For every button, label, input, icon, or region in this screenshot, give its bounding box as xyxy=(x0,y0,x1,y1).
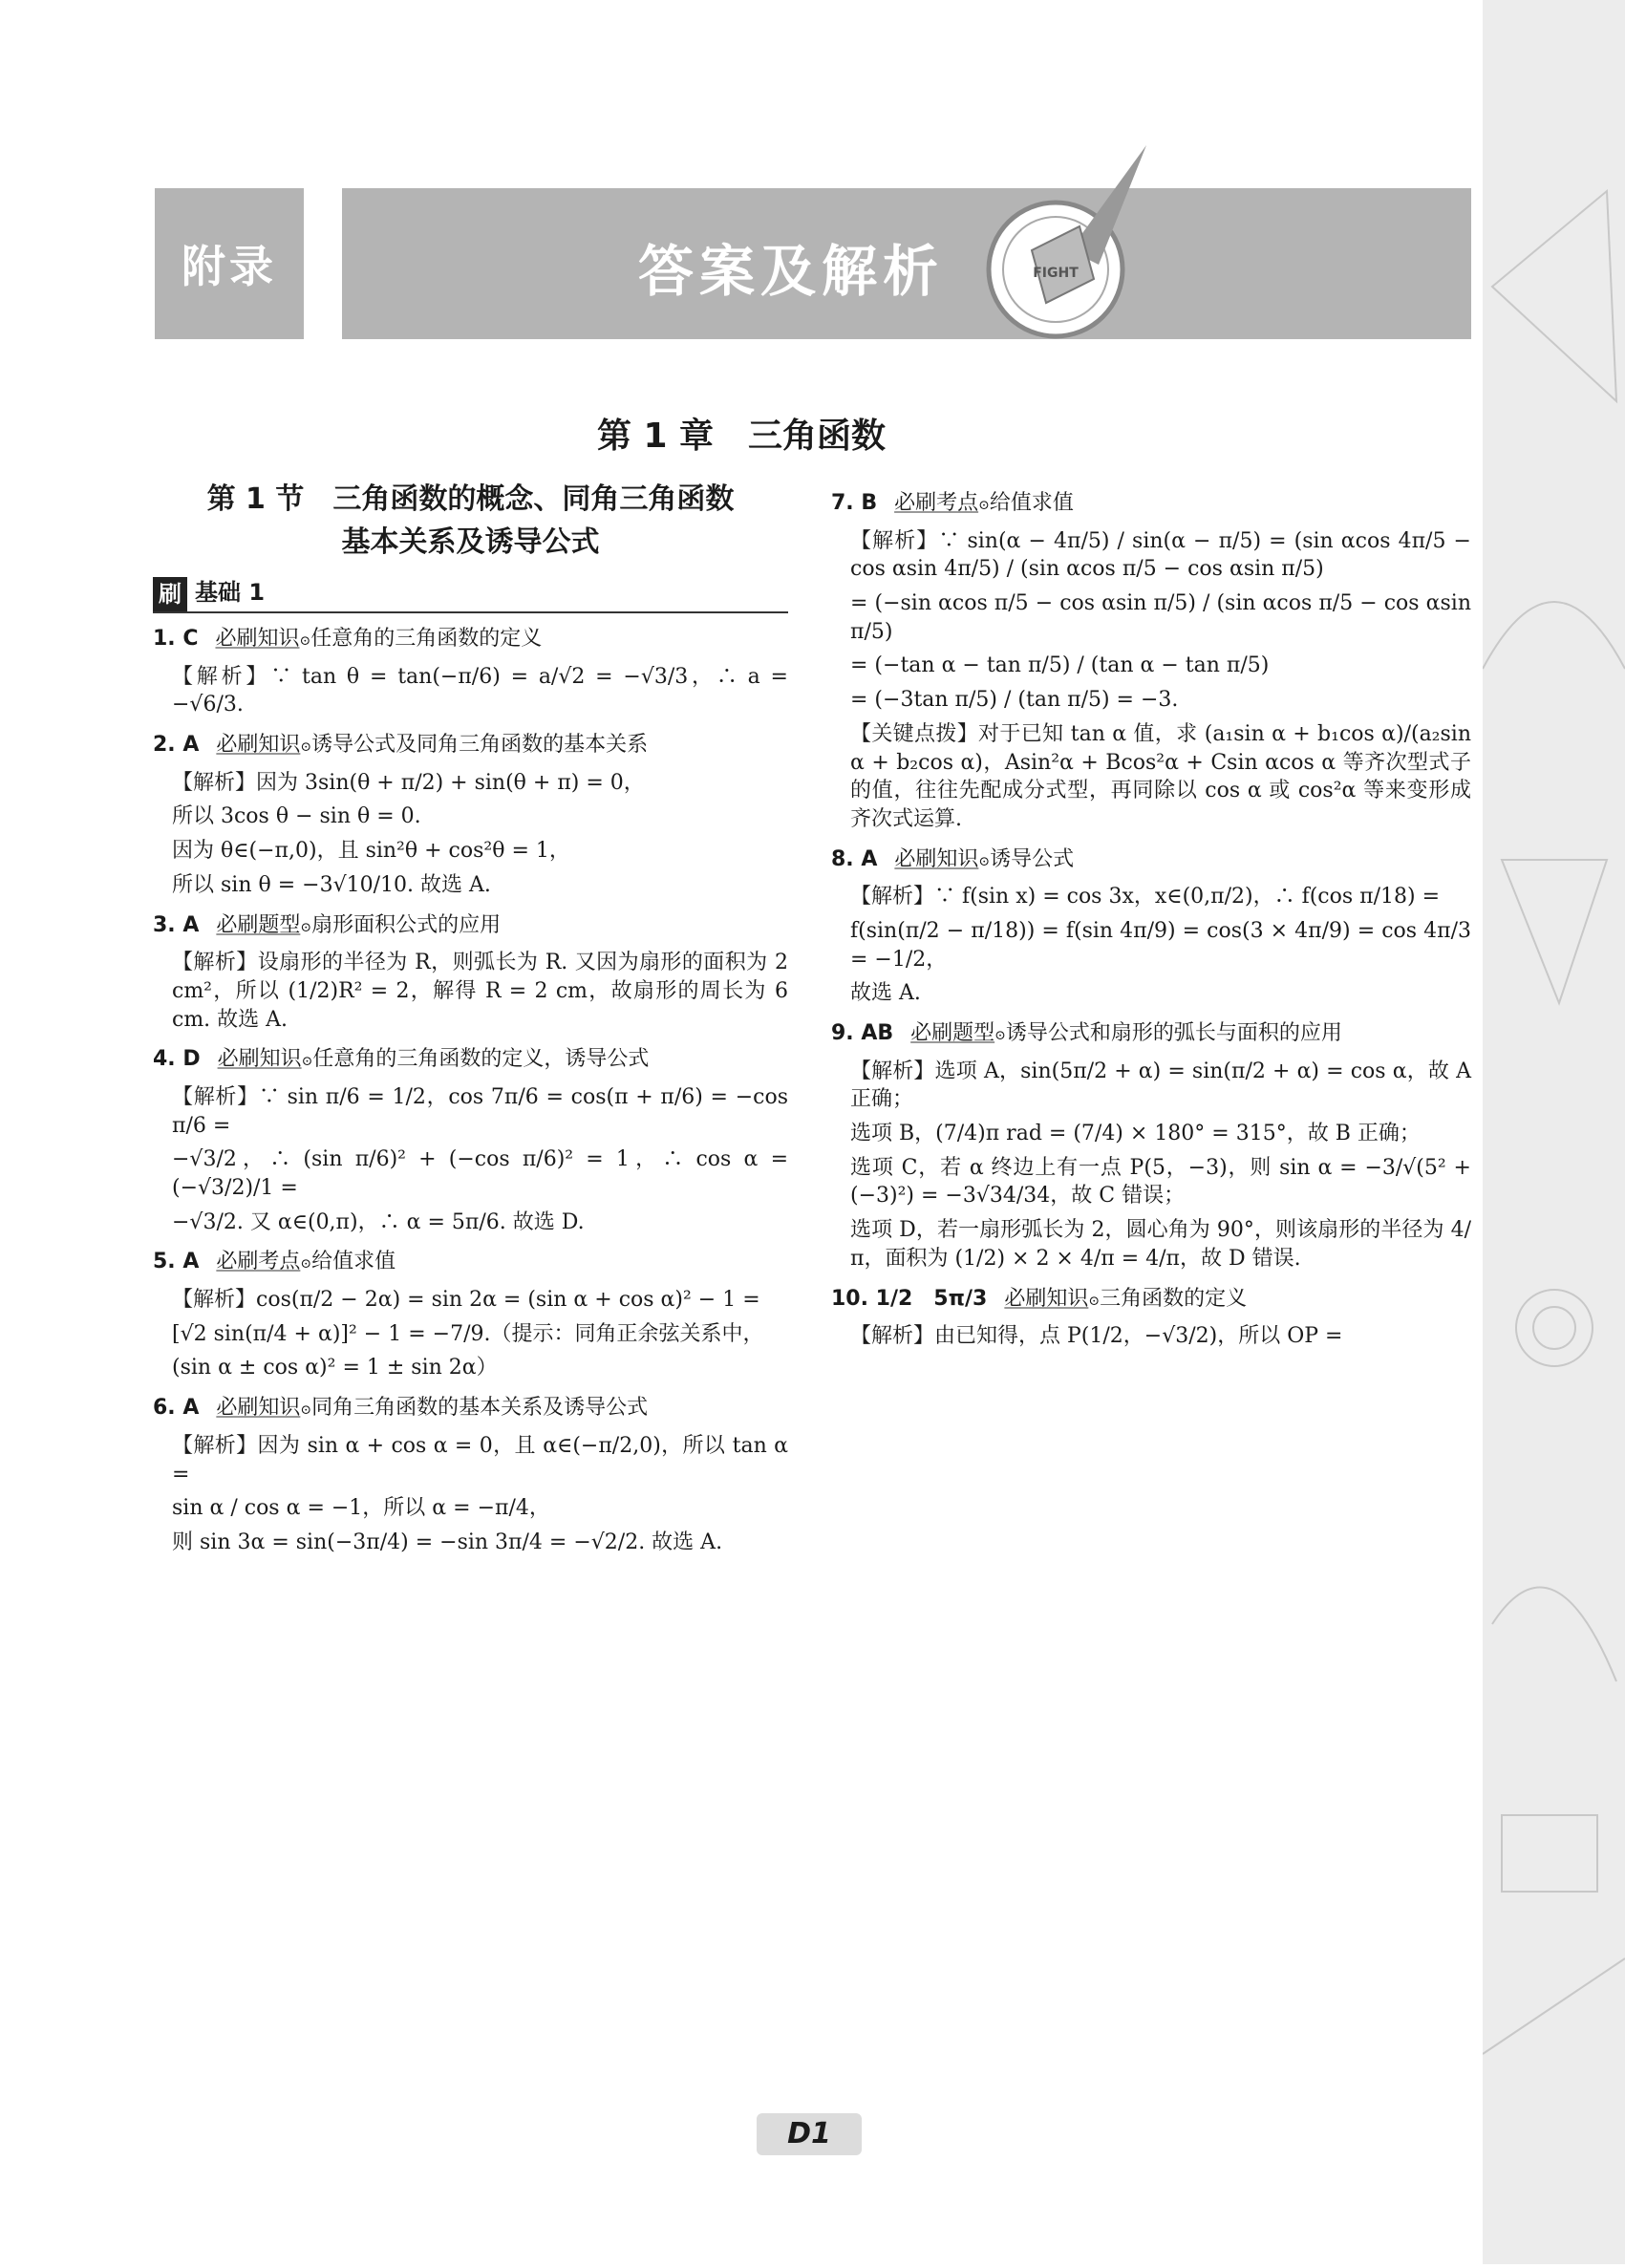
left-column xyxy=(153,478,788,1563)
question-tag: 必刷考点 xyxy=(894,491,979,515)
question-header xyxy=(831,489,1471,518)
section-title-line1: 第 1 节 三角函数的概念、同角三角函数 xyxy=(206,482,735,516)
question-tag: 必刷知识 xyxy=(894,846,979,871)
play-circle-icon: ⊙ xyxy=(978,853,991,869)
question-tag: 必刷题型 xyxy=(910,1021,995,1045)
solution-line: 【解析】∵ sin π/6 = 1/2，cos 7π/6 = cos(π + π/6) = −cos π/6 = xyxy=(172,1084,788,1138)
question-topic: 同角三角函数的基本关系及诱导公式 xyxy=(311,1396,649,1421)
block-label: 基础 1 xyxy=(195,578,266,606)
question-topic: 三角函数的定义 xyxy=(1100,1286,1248,1311)
question-header xyxy=(153,1248,788,1276)
question-tag: 必刷知识 xyxy=(216,1396,301,1421)
question-tag: 必刷题型 xyxy=(216,912,301,937)
question-answer: 10. 1/2 5π/3 xyxy=(831,1286,988,1311)
solution-line: = (−3tan π/5) / (tan π/5) = −3. xyxy=(850,688,1179,713)
question-answer: 7. B xyxy=(831,491,878,515)
solution-line: 选项 C，若 α 终边上有一点 P(5，−3)，则 sin α = −3/√(5² + (−3)²) = −3√34/34，故 C 错误； xyxy=(850,1155,1471,1209)
shua-icon: 刷 xyxy=(153,577,187,611)
pen-nib-badge-icon xyxy=(965,136,1156,346)
solution-line: sin α / cos α = −1，所以 α = −π/4， xyxy=(172,1496,550,1521)
question-tag: 必刷知识 xyxy=(215,627,300,651)
question-answer: 1. C xyxy=(153,627,199,651)
solution-line: 则 sin 3α = sin(−3π/4) = −sin 3π/4 = −√2/2. 故选 A. xyxy=(172,1530,723,1554)
question-item xyxy=(153,1045,788,1236)
question-answer: 9. AB xyxy=(831,1021,894,1045)
left-question-list xyxy=(153,625,788,1557)
question-header xyxy=(153,1045,788,1074)
solution-line: = (−sin αcos π/5 − cos αsin π/5) / (sin αcos π/5 − cos αsin π/5) xyxy=(850,591,1471,644)
side-decoration-strip xyxy=(1483,0,1625,2264)
solution-line: 因为 θ∈(−π,0)，且 sin²θ + cos²θ = 1， xyxy=(172,839,570,864)
question-answer: 2. A xyxy=(153,733,200,758)
question-answer: 3. A xyxy=(153,912,200,937)
question-topic: 扇形面积公式的应用 xyxy=(311,912,502,937)
solution-line: 【关键点拨】对于已知 tan α 值，求 (a₁sin α + b₁cos α)/(a₂sin α + b₂cos α)，Asin²α + Bcos²α + Csin αcos α 等齐次型式子的值，往往先配成分式型，再同除以 cos α 或 cos²α 等来变形成齐次式运算. xyxy=(850,721,1471,831)
question-header xyxy=(831,1285,1471,1314)
solution-line: −√3/2，∴ (sin π/6)² + (−cos π/6)² = 1，∴ cos α = (−√3/2)/1 = xyxy=(172,1147,788,1200)
question-topic: 任意角的三角函数的定义，诱导公式 xyxy=(312,1047,650,1072)
play-circle-icon: ⊙ xyxy=(978,498,990,513)
math-doodle-decoration xyxy=(1483,0,1625,2264)
solution-line: 【解析】∵ sin(α − 4π/5) / sin(α − π/5) = (sin αcos 4π/5 − cos αsin 4π/5) / (sin αcos π/5 − cos αsin π/5) xyxy=(850,528,1471,582)
solution-line: f(sin(π/2 − π/18)) = f(sin 4π/9) = cos(3 × 4π/9) = cos 4π/3 = −1/2， xyxy=(850,918,1471,972)
question-item xyxy=(153,1394,788,1556)
solution-line: (sin α ± cos α)² = 1 ± sin 2α） xyxy=(172,1356,498,1380)
question-item xyxy=(153,731,788,899)
question-topic: 诱导公式和扇形的弧长与面积的应用 xyxy=(1005,1021,1342,1045)
solution-line: 选项 D，若一扇形弧长为 2，圆心角为 90°，则该扇形的半径为 4/π，面积为 (1/2) × 2 × 4/π = 4/π，故 D 错误. xyxy=(850,1218,1471,1271)
question-header xyxy=(153,625,788,653)
question-answer: 4. D xyxy=(153,1047,201,1072)
question-header xyxy=(831,1019,1471,1048)
solution-line: 【解析】∵ tan θ = tan(−π/6) = a/√2 = −√3/3，∴ a = −√6/3. xyxy=(172,664,788,717)
question-item xyxy=(831,1285,1471,1351)
solution-line: 【解析】∵ f(sin x) = cos 3x，x∈(0,π/2)，∴ f(cos π/18) = xyxy=(850,885,1441,909)
question-header xyxy=(153,1394,788,1423)
play-circle-icon: ⊙ xyxy=(300,1402,312,1419)
question-topic: 给值求值 xyxy=(989,491,1074,515)
section-title-line2: 基本关系及诱导公式 xyxy=(341,525,600,559)
solution-line: 【解析】cos(π/2 − 2α) = sin 2α = (sin α + cos α)² − 1 = xyxy=(172,1288,760,1313)
play-circle-icon: ⊙ xyxy=(300,739,312,756)
solution-line: 【解析】由已知得，点 P(1/2，−√3/2)，所以 OP = xyxy=(850,1324,1343,1349)
play-circle-icon: ⊙ xyxy=(300,919,312,935)
section-title xyxy=(153,478,788,564)
question-header xyxy=(153,911,788,940)
question-topic: 给值求值 xyxy=(311,1250,396,1274)
question-item xyxy=(153,625,788,719)
question-item xyxy=(153,911,788,1035)
question-item xyxy=(153,1248,788,1382)
play-circle-icon: ⊙ xyxy=(1088,1293,1101,1309)
appendix-label: 附录 xyxy=(155,188,304,339)
question-tag: 必刷考点 xyxy=(216,1250,301,1274)
question-item xyxy=(831,1019,1471,1273)
page-number: D1 xyxy=(757,2113,862,2155)
question-topic: 诱导公式 xyxy=(990,846,1075,871)
question-tag: 必刷知识 xyxy=(217,1047,302,1072)
exercise-block-header xyxy=(153,569,788,613)
solution-line: 所以 3cos θ − sin θ = 0. xyxy=(172,804,421,829)
question-item xyxy=(831,489,1471,834)
solution-line: = (−tan α − tan π/5) / (tan α − tan π/5) xyxy=(850,653,1270,678)
solution-line: [√2 sin(π/4 + α)]² − 1 = −7/9.（提示：同角正余弦关系中， xyxy=(172,1321,764,1346)
right-column xyxy=(831,478,1471,1357)
play-circle-icon: ⊙ xyxy=(300,1256,312,1273)
banner xyxy=(342,188,1471,339)
play-circle-icon: ⊙ xyxy=(994,1028,1006,1043)
solution-line: −√3/2. 又 α∈(0,π)，∴ α = 5π/6. 故选 D. xyxy=(172,1209,585,1234)
question-header xyxy=(153,731,788,760)
chapter-title: 第 1 章 三角函数 xyxy=(596,417,887,456)
solution-line: 【解析】选项 A，sin(5π/2 + α) = sin(π/2 + α) = cos α，故 A 正确； xyxy=(850,1059,1471,1112)
play-circle-icon: ⊙ xyxy=(301,1054,313,1070)
question-item xyxy=(831,845,1471,1008)
solution-line: 【解析】设扇形的半径为 R，则弧长为 R. 又因为扇形的面积为 2 cm²，所以 (1/2)R² = 2，解得 R = 2 cm，故扇形的周长为 6 cm. 故选 A. xyxy=(172,951,788,1032)
solution-line: 【解析】因为 3sin(θ + π/2) + sin(θ + π) = 0， xyxy=(172,770,645,795)
question-topic: 诱导公式及同角三角函数的基本关系 xyxy=(311,733,649,758)
solution-line: 故选 A. xyxy=(850,981,921,1006)
question-header xyxy=(831,845,1471,874)
question-tag: 必刷知识 xyxy=(1004,1286,1089,1311)
question-answer: 5. A xyxy=(153,1250,200,1274)
play-circle-icon: ⊙ xyxy=(299,633,311,649)
badge-text: FIGHT xyxy=(1033,266,1079,281)
solution-line: 【解析】因为 sin α + cos α = 0，且 α∈(−π/2,0)，所以 tan α = xyxy=(172,1433,788,1487)
solution-line: 选项 B，(7/4)π rad = (7/4) × 180° = 315°，故 B 正确； xyxy=(850,1122,1421,1146)
solution-line: 所以 sin θ = −3√10/10. 故选 A. xyxy=(172,872,491,897)
banner-title: 答案及解析 xyxy=(638,239,945,304)
question-topic: 任意角的三角函数的定义 xyxy=(310,627,543,651)
right-question-list xyxy=(831,489,1471,1351)
question-tag: 必刷知识 xyxy=(216,733,301,758)
question-answer: 6. A xyxy=(153,1396,200,1421)
question-answer: 8. A xyxy=(831,846,878,871)
